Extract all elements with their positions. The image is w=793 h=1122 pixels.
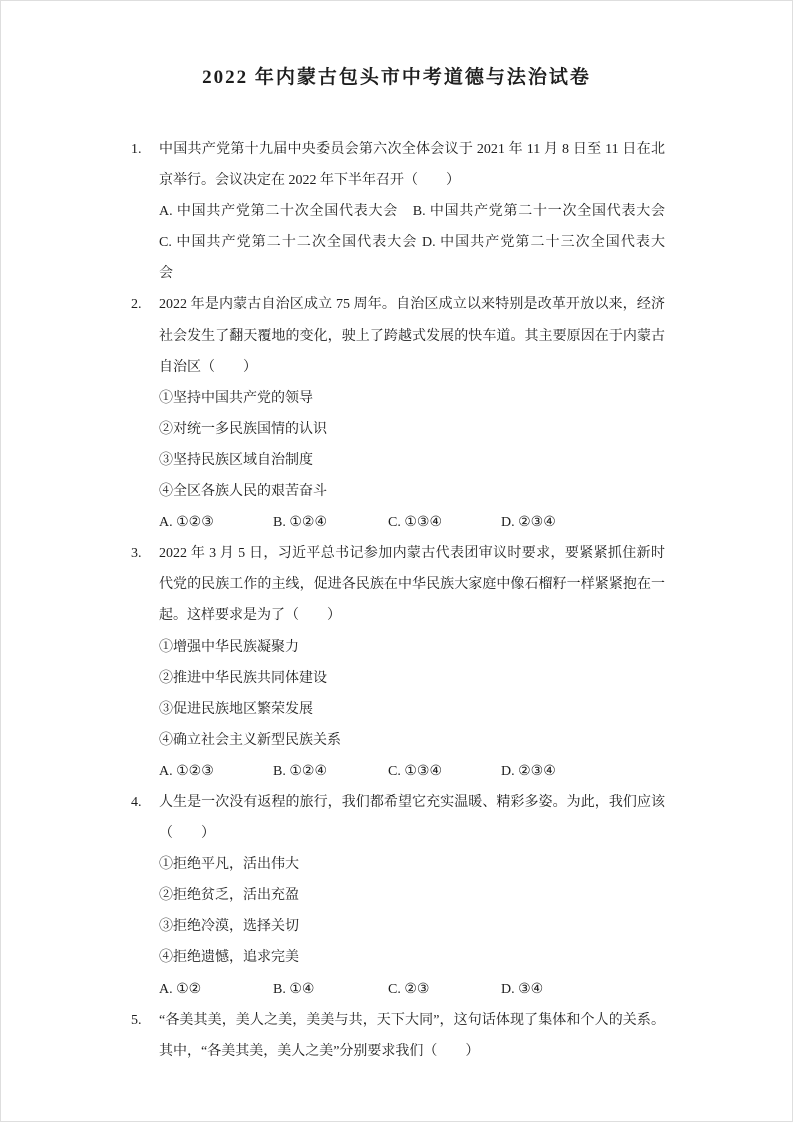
question-2-statement-4: ④全区各族人民的艰苦奋斗 <box>159 484 327 500</box>
question-2-stem: 2022 年是内蒙古自治区成立 75 周年。自治区成立以来特别是改革开放以来，经济社会发生了翻天覆地的变化，驶上了跨越式发展的快车道。其主要原因在于内蒙古自治区（ ） <box>159 297 665 375</box>
question-2-option-b: B. ①②④ <box>273 515 327 531</box>
question-5 <box>131 1005 665 1067</box>
question-2-option-a: A. ①②③ <box>159 515 214 531</box>
question-2-number: 2. <box>131 297 142 313</box>
exam-title: 2022 年内蒙古包头市中考道德与法治试卷 <box>202 67 591 88</box>
question-3 <box>131 538 665 787</box>
question-1-number: 1. <box>131 142 142 157</box>
question-1-option-line: A. 中国共产党第二十次全国代表大会 B. 中国共产党第二十一次全国代表大会 <box>159 204 665 220</box>
question-1-option-line: 会 <box>159 266 173 282</box>
question-4-option-b: B. ①④ <box>273 981 315 997</box>
question-1-body <box>159 134 665 289</box>
question-4-option-c: C. ②③ <box>388 981 430 997</box>
question-4-statement-4: ④拒绝遗憾，追求完美 <box>159 950 299 966</box>
question-1-stem: 中国共产党第十九届中央委员会第六次全体会议于 2021 年 11 月 8 日至 11 日在北京举行。会议决定在 2022 年下半年召开（ ） <box>159 142 665 189</box>
question-4 <box>131 787 665 1005</box>
question-4-number: 4. <box>131 794 142 810</box>
question-3-statement-4: ④确立社会主义新型民族关系 <box>159 732 341 748</box>
question-4-option-d: D. ③④ <box>501 981 544 997</box>
question-4-option-a: A. ①② <box>159 981 202 997</box>
question-2-option-d: D. ②③④ <box>501 515 556 531</box>
question-5-stem: “各美其美，美人之美，美美与共，天下大同”，这句话体现了集体和个人的关系。其中，“各美其美，美人之美”分别要求我们（ ） <box>159 1012 665 1059</box>
question-3-option-c: C. ①③④ <box>388 763 442 779</box>
question-2-statement-2: ②对统一多民族国情的认识 <box>159 421 327 437</box>
question-3-option-b: B. ①②④ <box>273 763 327 779</box>
question-2 <box>131 289 665 538</box>
question-3-statement-3: ③促进民族地区繁荣发展 <box>159 701 313 717</box>
question-3-statement-1: ①增强中华民族凝聚力 <box>159 639 299 655</box>
question-4-statement-1: ①拒绝平凡，活出伟大 <box>159 857 299 873</box>
question-2-option-c: C. ①③④ <box>388 515 442 531</box>
question-1-option-line: C. 中国共产党第二十二次全国代表大会 D. 中国共产党第二十三次全国代表大 <box>159 235 665 251</box>
question-list <box>131 134 665 1067</box>
question-5-number: 5. <box>131 1012 142 1028</box>
question-3-number: 3. <box>131 546 142 562</box>
question-2-options-row <box>159 507 665 538</box>
question-4-body <box>159 787 665 1005</box>
question-4-statement-3: ③拒绝冷漠，选择关切 <box>159 919 299 935</box>
question-4-options-row <box>159 974 665 1005</box>
question-2-statement-1: ①坚持中国共产党的领导 <box>159 390 313 406</box>
question-4-statement-2: ②拒绝贫乏，活出充盈 <box>159 888 299 904</box>
question-4-stem: 人生是一次没有返程的旅行，我们都希望它充实温暖、精彩多姿。为此，我们应该（ ） <box>159 794 665 842</box>
question-3-stem: 2022 年 3 月 5 日，习近平总书记参加内蒙古代表团审议时要求，要紧紧抓住新时代党的民族工作的主线，促进各民族在中华民族大家庭中像石榴籽一样紧紧抱在一起。这样要求是为了（ ） <box>159 546 665 624</box>
question-3-option-a: A. ①②③ <box>159 763 214 779</box>
question-3-statement-2: ②推进中华民族共同体建设 <box>159 670 327 686</box>
question-2-body <box>159 289 665 538</box>
question-3-body <box>159 538 665 787</box>
question-1 <box>131 134 665 289</box>
question-2-statement-3: ③坚持民族区域自治制度 <box>159 452 313 468</box>
question-3-option-d: D. ②③④ <box>501 763 556 779</box>
question-5-body <box>159 1005 665 1067</box>
question-3-options-row <box>159 756 665 787</box>
